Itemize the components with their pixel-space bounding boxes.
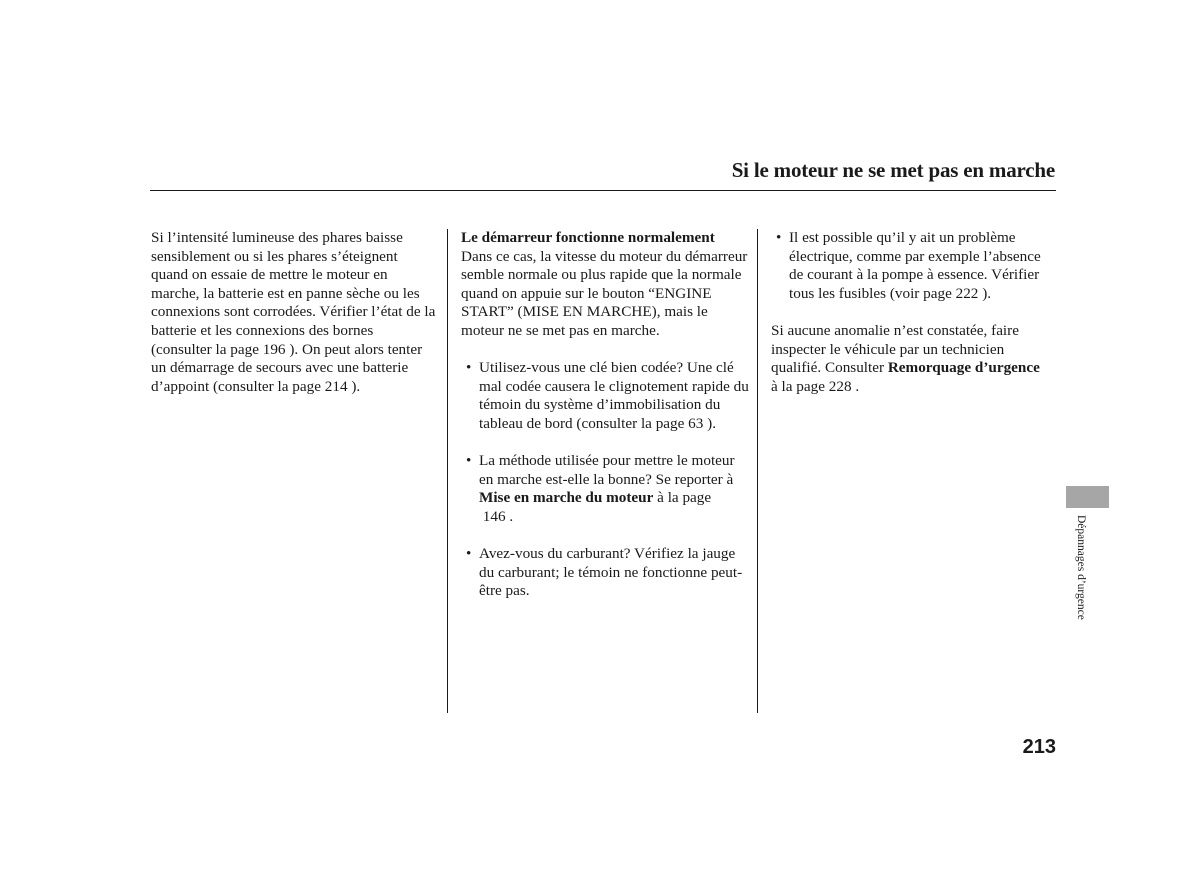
list-item	[461, 359, 751, 433]
paragraph-text: Si aucune anomalie n’est constatée, faire inspecter le véhicule par un technicien qualifié. Consulter	[771, 321, 1019, 377]
list-item	[461, 545, 751, 601]
bullet-text: Utilisez-vous une clé bien codée? Une clé mal codée causera le clignotement rapide du témoin du système d’immobilisation du tableau de bord (consulter la page 63 ).	[479, 359, 749, 432]
list-item	[461, 452, 751, 526]
section-label: Dépannages d’urgence	[1075, 515, 1087, 620]
section-heading: Le démarreur fonctionne normalement	[461, 229, 715, 246]
bullet-icon: •	[466, 545, 472, 563]
cross-reference: Remorquage d’urgence	[887, 359, 1040, 377]
bullet-text: Avez-vous du carburant? Vérifiez la jauge du carburant; le témoin ne fonctionne peut-être pas.	[479, 545, 743, 600]
bullet-text: à la page	[657, 489, 712, 507]
column-divider-1	[447, 229, 448, 713]
cross-reference: Mise en marche du moteur	[479, 489, 654, 507]
page-title: Si le moteur ne se met pas en marche	[731, 158, 1055, 182]
bullet-icon: •	[466, 452, 472, 470]
page-reference: à la page 228 .	[771, 377, 860, 395]
title-divider	[150, 190, 1056, 191]
list-item	[771, 229, 1056, 303]
battery-paragraph: Si l’intensité lumineuse des phares baisse sensiblement ou si les phares s’éteignent quand on essaie de mettre le moteur en marche, la batterie est en panne sèche ou les connexions sont corrodées. Vérifier l’état de la batterie et les connexions des bornes (consulter la page 196 ). On peut alors tenter un démarrage de secours avec une batterie d’appoint (consulter la page 214 ).	[151, 229, 436, 395]
bullet-icon: •	[776, 229, 782, 246]
bullet-icon: •	[466, 359, 472, 377]
bullet-text: La méthode utilisée pour mettre le moteur en marche est-elle la bonne? Se reporter à	[479, 452, 735, 488]
bullet-text: Il est possible qu’il y ait un problème électrique, comme par exemple l’absence de courant à la pompe à essence. Vérifier tous les fusibles (voir page 222 ).	[789, 229, 1041, 302]
intro-paragraph: Dans ce cas, la vitesse du moteur du démarreur semble normale ou plus rapide que la normale quand on appuie sur le bouton “ENGINE START” (MISE EN MARCHE), mais le moteur ne se met pas en marche.	[461, 247, 748, 339]
column-3	[771, 229, 1056, 396]
column-2	[461, 229, 751, 601]
inspection-paragraph	[771, 322, 1056, 396]
column-1	[151, 229, 436, 396]
page-number: 213	[1022, 736, 1056, 758]
page-reference: 146 .	[482, 507, 514, 525]
column-divider-2	[757, 229, 758, 713]
section-tab	[1066, 486, 1109, 508]
